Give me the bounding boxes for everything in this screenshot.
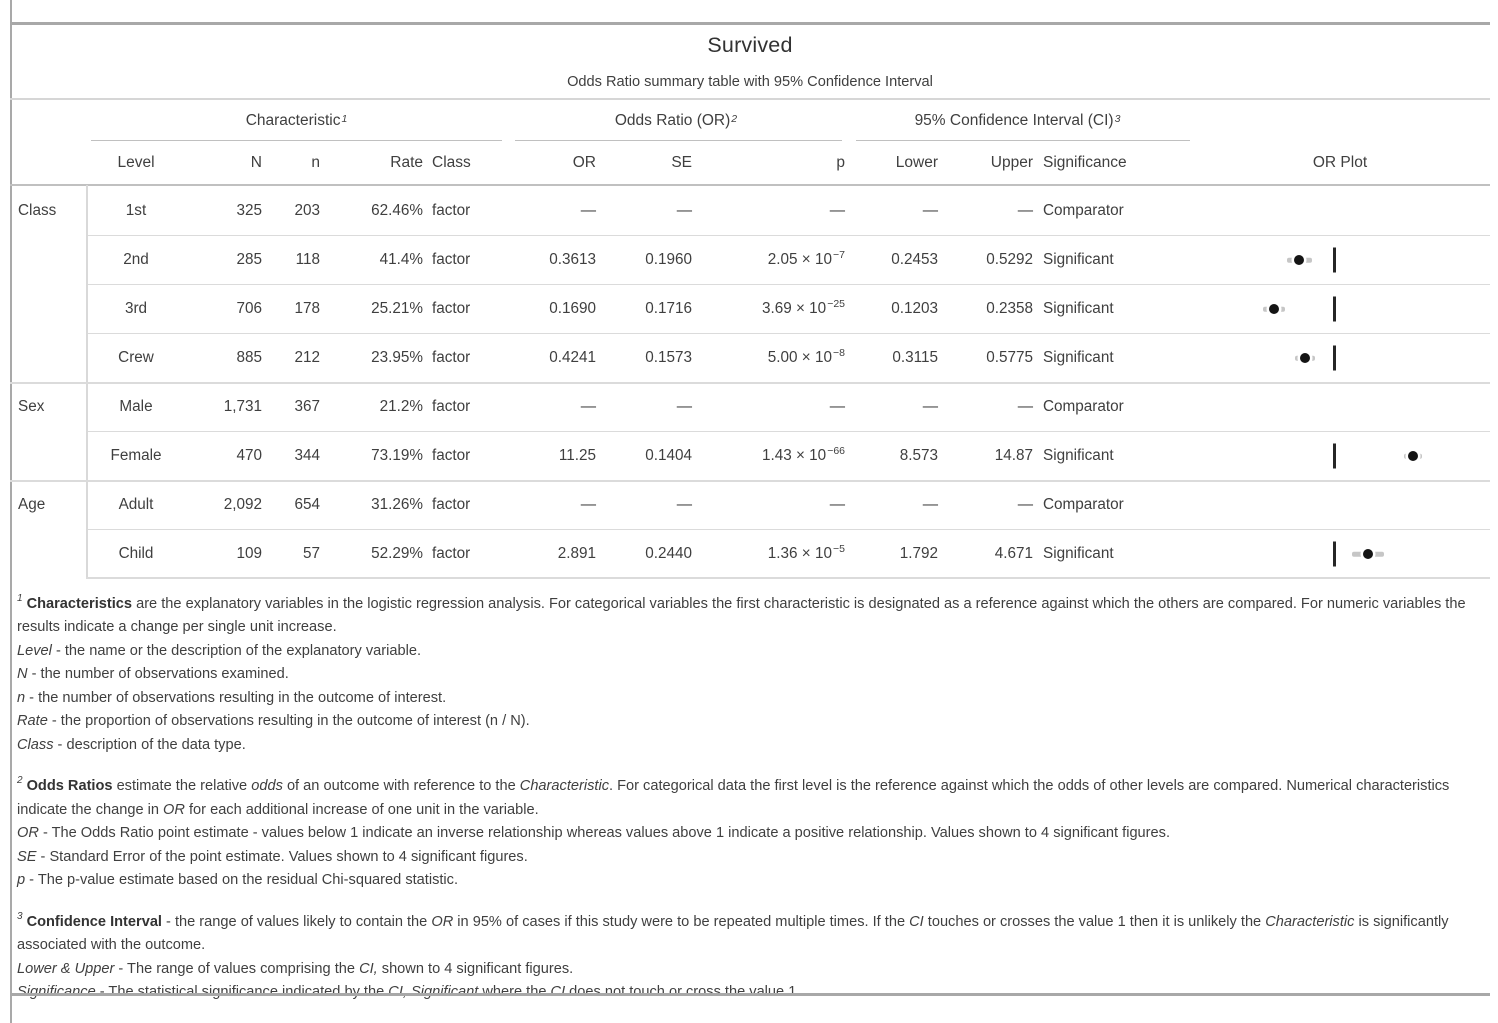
spanner-characteristic [86,99,507,142]
cell-or: — [580,397,596,415]
or-reference-line [1333,444,1336,469]
cell-n: 654 [294,495,320,513]
cell-lower: 0.2453 [845,235,938,284]
top-rule [10,22,1490,25]
footnote-line: Level - the name or the description of the explanatory variable. [17,642,421,659]
footnote-line: SE - Standard Error of the point estimate. Values shown to 4 significant figures. [17,848,528,865]
cell-level: Adult [118,495,154,513]
cell-level: Female [86,431,186,480]
cell-lower: 0.1203 [845,284,938,333]
cell-se: — [676,201,692,219]
header-significance: Significance [1043,154,1127,171]
group-separator-sex [10,382,1490,384]
cell-or-plot [1190,431,1490,480]
footnote-3 [17,906,1490,1005]
cell-or-plot [1190,480,1490,529]
cell-lower: — [922,397,938,415]
footnote-2 [17,770,1490,892]
table-row [10,333,1490,382]
cell-significance: Comparator [1043,201,1124,219]
or-reference-line [1333,297,1336,322]
table-sheet [10,0,1490,1023]
row-group-label: Sex [18,397,45,415]
header-level: Level [117,154,155,171]
table-row [10,431,1490,480]
cell-rate: 23.95% [320,333,423,382]
cell-N: 885 [186,333,262,382]
cell-level: 3rd [86,284,186,333]
footnote-mark-3: 3 [1114,112,1121,125]
group-separator-age [10,480,1490,482]
row-group-label [10,333,86,382]
spanner-odds-ratio [507,99,845,142]
row-group-label [10,235,86,284]
row-group-sex [10,382,1490,480]
row-group-label [10,284,86,333]
cell-N: 1,731 [223,397,262,415]
footnote-line: p - The p-value estimate based on the residual Chi-squared statistic. [17,872,459,889]
cell-or: 0.4241 [507,333,596,382]
header-n: n [311,154,320,171]
table-body-bottom-rule [86,577,1490,579]
table-row [10,235,1490,284]
spanner-confidence-interval [845,99,1190,142]
footnote-mark-2: 2 [731,112,738,125]
footnote-line: n - the number of observations resulting in the outcome of interest. [17,689,447,706]
cell-class: factor [432,495,471,513]
cell-upper: — [1017,495,1033,513]
cell-N: 2,092 [223,495,262,513]
spanner-odds-ratio-label: Odds Ratio (OR) [614,111,731,129]
table-subtitle: Odds Ratio summary table with 95% Confidence Interval [567,74,933,90]
column-header-row [10,142,1490,184]
cell-class: factor [423,235,507,284]
cell-p: — [829,397,845,415]
cell-significance: Significant [1033,333,1190,382]
cell-n: 178 [262,284,320,333]
cell-level: Child [86,529,186,578]
header-N: N [250,154,262,171]
spanner-spacer [10,99,86,142]
cell-p: 1.43 × 10 $^{-66}$ [692,431,845,480]
cell-se: 0.1404 [596,431,692,480]
spanner-underline-confidence-interval [856,140,1190,142]
cell-or: — [580,495,596,513]
row-group-age [10,480,1490,578]
cell-N: 109 [186,529,262,578]
cell-significance: Comparator [1043,495,1124,513]
cell-p: 3.69 × 10 $^{-25}$ [692,284,845,333]
cell-or-plot [1190,333,1490,382]
cell-se: — [676,397,692,415]
cell-n: 203 [294,201,320,219]
cell-n: 212 [262,333,320,382]
cell-rate: 73.19% [320,431,423,480]
cell-se: — [676,495,692,513]
row-group-label [10,431,86,480]
header-rate: Rate [390,154,423,171]
header-or-plot: OR Plot [1312,154,1368,171]
spanner-underline-odds-ratio [515,140,842,142]
cell-lower: — [922,201,938,219]
table-row [10,382,1490,431]
or-reference-line [1333,542,1336,567]
cell-or: 11.25 [507,431,596,480]
table-row [10,480,1490,529]
cell-level: Crew [86,333,186,382]
cell-significance: Comparator [1043,397,1124,415]
header-lower: Lower [895,154,938,171]
cell-upper: — [1017,397,1033,415]
cell-N: 325 [236,201,262,219]
cell-lower: 1.792 [845,529,938,578]
cell-se: 0.1573 [596,333,692,382]
cell-upper: 4.671 [938,529,1033,578]
cell-upper: — [1017,201,1033,219]
cell-significance: Significant [1033,529,1190,578]
cell-p: 5.00 × 10 $^{-8}$ [692,333,845,382]
cell-or-plot [1190,235,1490,284]
header-or: OR [572,154,596,171]
cell-p: 2.05 × 10 $^{-7}$ [692,235,845,284]
footnote-line: $^1$ Characteristics are the explanatory variables in the logistic regression analysis. For categorical variables the first characteristic is designated as a reference against which the others are compared. For numeric variables the results indicate a change per single unit increase. [17,593,1466,636]
spanner-underline-characteristic [91,140,502,142]
footnote-line: $^3$ Confidence Interval - the range of values likely to contain the OR in 95% of cases if this study were to be repeated multiple times. If the CI touches or crosses the value 1 then it is unlikely the Characteristic is significantly associated with the outcome. [17,910,1449,954]
or-reference-line [1333,248,1336,273]
cell-n: 57 [262,529,320,578]
row-group-label: Age [18,495,46,513]
cell-lower: — [922,495,938,513]
footnote-line: $^2$ Odds Ratios estimate the relative odds of an outcome with reference to the Characteristic. For categorical data the first level is the reference against which the odds of other levels are compared. Numerical characteristics indicate the change in OR for each additional increase of one unit in the variable. [17,775,1450,818]
footnote-mark-1: 1 [341,112,348,125]
cell-upper: 0.5775 [938,333,1033,382]
cell-upper: 0.5292 [938,235,1033,284]
cell-class: factor [423,284,507,333]
footnote-line: Class - description of the data type. [17,736,246,753]
spanner-characteristic-label: Characteristic [245,111,341,129]
cell-lower: 0.3115 [845,333,938,382]
cell-or: 0.3613 [507,235,596,284]
cell-N: 706 [186,284,262,333]
cell-significance: Significant [1033,284,1190,333]
cell-lower: 8.573 [845,431,938,480]
cell-n: 367 [294,397,320,415]
cell-or-plot [1190,529,1490,578]
row-group-label [10,529,86,578]
cell-level: 2nd [86,235,186,284]
footnote-1 [17,588,1490,757]
or-point-dot [1408,451,1418,461]
header-upper: Upper [990,154,1033,171]
cell-level: 1st [125,201,147,219]
header-se: SE [671,154,692,171]
cell-rate: 52.29% [320,529,423,578]
cell-p: 1.36 × 10 $^{-5}$ [692,529,845,578]
cell-class: factor [432,201,471,219]
cell-p: — [829,201,845,219]
cell-rate: 41.4% [320,235,423,284]
spanner-confidence-interval-label: 95% Confidence Interval (CI) [914,111,1114,129]
cell-N: 285 [186,235,262,284]
cell-n: 344 [262,431,320,480]
cell-level: Male [119,397,153,415]
table-row [10,284,1490,333]
or-point-dot [1294,255,1304,265]
cell-class: factor [423,431,507,480]
table-row [10,186,1490,235]
cell-p: — [829,495,845,513]
cell-class: factor [423,333,507,382]
cell-rate: 25.21% [320,284,423,333]
bottom-rule [10,993,1490,996]
or-point-dot [1269,304,1279,314]
header-p: p [836,154,845,171]
or-reference-line [1333,346,1336,371]
cell-upper: 0.2358 [938,284,1033,333]
header-class: Class [432,154,471,171]
footnote-line: N - the number of observations examined. [17,666,289,683]
cell-rate: 31.26% [371,495,423,513]
cell-class: factor [423,529,507,578]
cell-se: 0.1960 [596,235,692,284]
cell-or: 0.1690 [507,284,596,333]
cell-significance: Significant [1033,235,1190,284]
row-group-label: Class [18,201,57,219]
cell-or: — [580,201,596,219]
header-row-group [10,142,86,184]
cell-or-plot [1190,382,1490,431]
footnotes-section [17,588,1490,1005]
table-row [10,529,1490,578]
footnote-line: Lower & Upper - The range of values comprising the CI, shown to 4 significant figures. [17,960,574,977]
cell-rate: 21.2% [379,397,423,415]
cell-or: 2.891 [507,529,596,578]
spanner-plot-spacer [1190,99,1490,142]
cell-significance: Significant [1033,431,1190,480]
cell-or-plot [1190,186,1490,235]
cell-N: 470 [186,431,262,480]
cell-upper: 14.87 [938,431,1033,480]
footnote-line: Rate - the proportion of observations resulting in the outcome of interest (n / N). [17,713,530,730]
cell-rate: 62.46% [371,201,423,219]
cell-se: 0.1716 [596,284,692,333]
row-group-class [10,186,1490,382]
footnote-line: OR - The Odds Ratio point estimate - values below 1 indicate an inverse relationship whereas values above 1 indicate a positive relationship. Values shown to 4 significant figures. [17,825,1170,842]
table-title: Survived [707,33,793,57]
or-point-dot [1300,353,1310,363]
cell-class: factor [432,397,471,415]
column-spanner-row [10,99,1490,142]
cell-se: 0.2440 [596,529,692,578]
cell-or-plot [1190,284,1490,333]
or-point-dot [1363,549,1373,559]
row-group-divider-line [86,185,88,577]
cell-n: 118 [262,235,320,284]
